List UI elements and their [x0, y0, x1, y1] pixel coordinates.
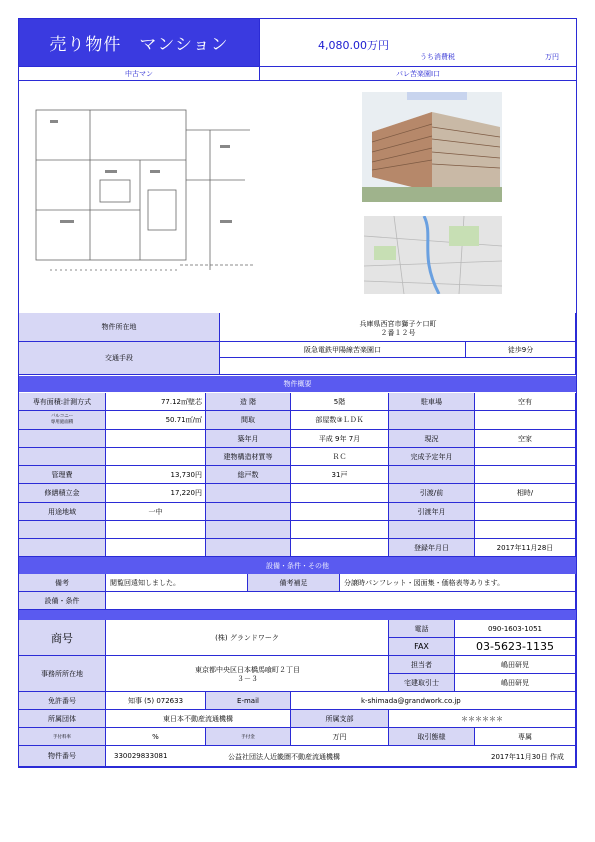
property-type: 中古マン: [19, 66, 259, 81]
empty-label-r9a: [19, 539, 106, 557]
transport-walk: 徒歩9分: [466, 342, 576, 358]
contact-value: 嶋田研児: [455, 656, 576, 674]
conditions-value: [106, 592, 576, 610]
floor-plan-image: [30, 100, 260, 280]
price-box: [259, 19, 576, 66]
footer-row: [106, 746, 576, 767]
equipment-band: 設備・条件・その他: [19, 557, 576, 574]
structure-label: 建物構造材質等: [206, 448, 291, 466]
registered-label: 登録年月日: [389, 539, 475, 557]
empty-value-r9b: [291, 539, 389, 557]
parking-value: 空有: [475, 393, 576, 411]
built-label: 築年月: [206, 430, 291, 448]
empty-label-r2: [389, 411, 475, 430]
overview-band: 物件概要: [19, 376, 576, 392]
empty-value-r5: [475, 466, 576, 484]
page-title: 売り物件 マンション: [19, 19, 259, 66]
deposit-label: 手付金: [206, 728, 291, 746]
empty-label-r8a: [19, 521, 106, 539]
empty-value-r8a: [106, 521, 206, 539]
email-label: E-mail: [206, 692, 291, 710]
empty-value-r3: [106, 430, 206, 448]
price: 4,080.00万円: [318, 39, 389, 52]
agent-label: 宅建取引士: [389, 674, 455, 692]
handover-date-value: [475, 503, 576, 521]
tax-label: うち消費税: [420, 53, 455, 61]
conditions-label: 設備・条件: [19, 592, 106, 610]
planned-label: 完成予定年月: [389, 448, 475, 466]
branch-label: 所属支部: [291, 710, 389, 728]
fax-value: 03-5623-1135: [455, 638, 576, 656]
office-value: [106, 656, 389, 692]
handover-value: 相時/: [475, 484, 576, 503]
location-value: [220, 313, 576, 342]
mgmt-value: 13,730円: [106, 466, 206, 484]
repair-label: 修繕積立金: [19, 484, 106, 503]
transport-label: 交通手段: [19, 342, 220, 375]
empty-value-r6a: [291, 484, 389, 503]
layout-label: 間取: [206, 411, 291, 430]
area-map: [364, 216, 502, 294]
handover-date-label: 引渡年月: [389, 503, 475, 521]
agent-value: 嶋田研児: [455, 674, 576, 692]
units-label: 総戸数: [206, 466, 291, 484]
deal-label: 取引態様: [389, 728, 475, 746]
area-method-label: 専有面積:計測方式: [19, 393, 106, 411]
contact-label: 担当者: [389, 656, 455, 674]
empty-value-r4: [106, 448, 206, 466]
commission-label: 手付料率: [19, 728, 106, 746]
company-band: [19, 610, 576, 620]
zoning-label: 用途地域: [19, 503, 106, 521]
empty-label-r5: [389, 466, 475, 484]
supplement-value: 分譲時パンフレット・図面集・価格表等あります。: [340, 574, 576, 592]
tel-value: 090-1603-1051: [455, 620, 576, 638]
mgmt-label: 管理費: [19, 466, 106, 484]
empty-label-r8b: [206, 521, 291, 539]
office-line1: 東京都中央区日本橋馬喰町２丁目: [195, 666, 300, 674]
address-line1: 兵庫県西宮市獅子ケ口町: [359, 320, 437, 328]
transport-line: 阪急電鉄甲陽線苦楽園口: [220, 342, 466, 358]
empty-label-r7: [206, 503, 291, 521]
remarks-value: 閲覧回遠知しました。: [106, 574, 248, 592]
empty-label-r4: [19, 448, 106, 466]
floor-value: 5階: [291, 393, 389, 411]
assoc-value: 東日本不動産流通機構: [106, 710, 291, 728]
empty-value-r2: [475, 411, 576, 430]
deposit-value: 万円: [291, 728, 389, 746]
branch-value: ＊＊＊＊＊＊: [389, 710, 576, 728]
property-name: パレ苦楽園I口: [259, 66, 576, 81]
floor-label: 造 階: [206, 393, 291, 411]
deal-value: 専属: [475, 728, 576, 746]
status-label: 現況: [389, 430, 475, 448]
transport-empty: [220, 358, 576, 375]
assoc-label: 所属団体: [19, 710, 106, 728]
license-label: 免許番号: [19, 692, 106, 710]
layout-value: 部屋数③ＬＤＫ: [291, 411, 389, 430]
empty-label-r6a: [206, 484, 291, 503]
area-method-value: 77.12㎡壁芯: [106, 393, 206, 411]
trade-label: 商号: [19, 620, 106, 656]
supplement-label: 備考補足: [248, 574, 340, 592]
empty-value-r8c: [475, 521, 576, 539]
repair-value: 17,220円: [106, 484, 206, 503]
empty-value-r8b: [291, 521, 389, 539]
network-name: 公益社団法人近畿圏不動産流通機構: [228, 753, 340, 761]
property-no-value: 330029833081: [114, 752, 168, 760]
parking-label: 駐車場: [389, 393, 475, 411]
address-line2: ２番１２号: [380, 329, 416, 337]
status-value: 空家: [475, 430, 576, 448]
tel-label: 電話: [389, 620, 455, 638]
remarks-label: 備考: [19, 574, 106, 592]
handover-label: 引渡/前: [389, 484, 475, 503]
balcony-value: 50.71㎡/㎡: [106, 411, 206, 430]
trade-value: (株) グランドワーク: [106, 620, 389, 656]
empty-value-r7: [291, 503, 389, 521]
empty-label-r3: [19, 430, 106, 448]
office-label: 事務所所在地: [19, 656, 106, 692]
balcony-label: バルコニー 専用庭面積: [19, 411, 106, 430]
office-line2: ３－３: [237, 675, 258, 683]
empty-label-r8c: [389, 521, 475, 539]
planned-value: [475, 448, 576, 466]
license-value: 知事 (5) 072633: [106, 692, 206, 710]
building-photo: [362, 92, 502, 202]
location-label: 物件所在地: [19, 313, 220, 342]
created-date: 2017年11月30日 作成: [491, 753, 564, 761]
tax-unit: 万円: [545, 53, 559, 61]
built-value: 平成 9年 7月: [291, 430, 389, 448]
structure-value: ＲＣ: [291, 448, 389, 466]
empty-label-r9b: [206, 539, 291, 557]
commission-value: %: [106, 728, 206, 746]
fax-label: FAX: [389, 638, 455, 656]
registered-value: 2017年11月28日: [475, 539, 576, 557]
units-value: 31戸: [291, 466, 389, 484]
email-value: k-shimada@grandwork.co.jp: [291, 692, 576, 710]
zoning-value: 一中: [106, 503, 206, 521]
empty-value-r9a: [106, 539, 206, 557]
property-no-label: 物件番号: [19, 746, 106, 767]
